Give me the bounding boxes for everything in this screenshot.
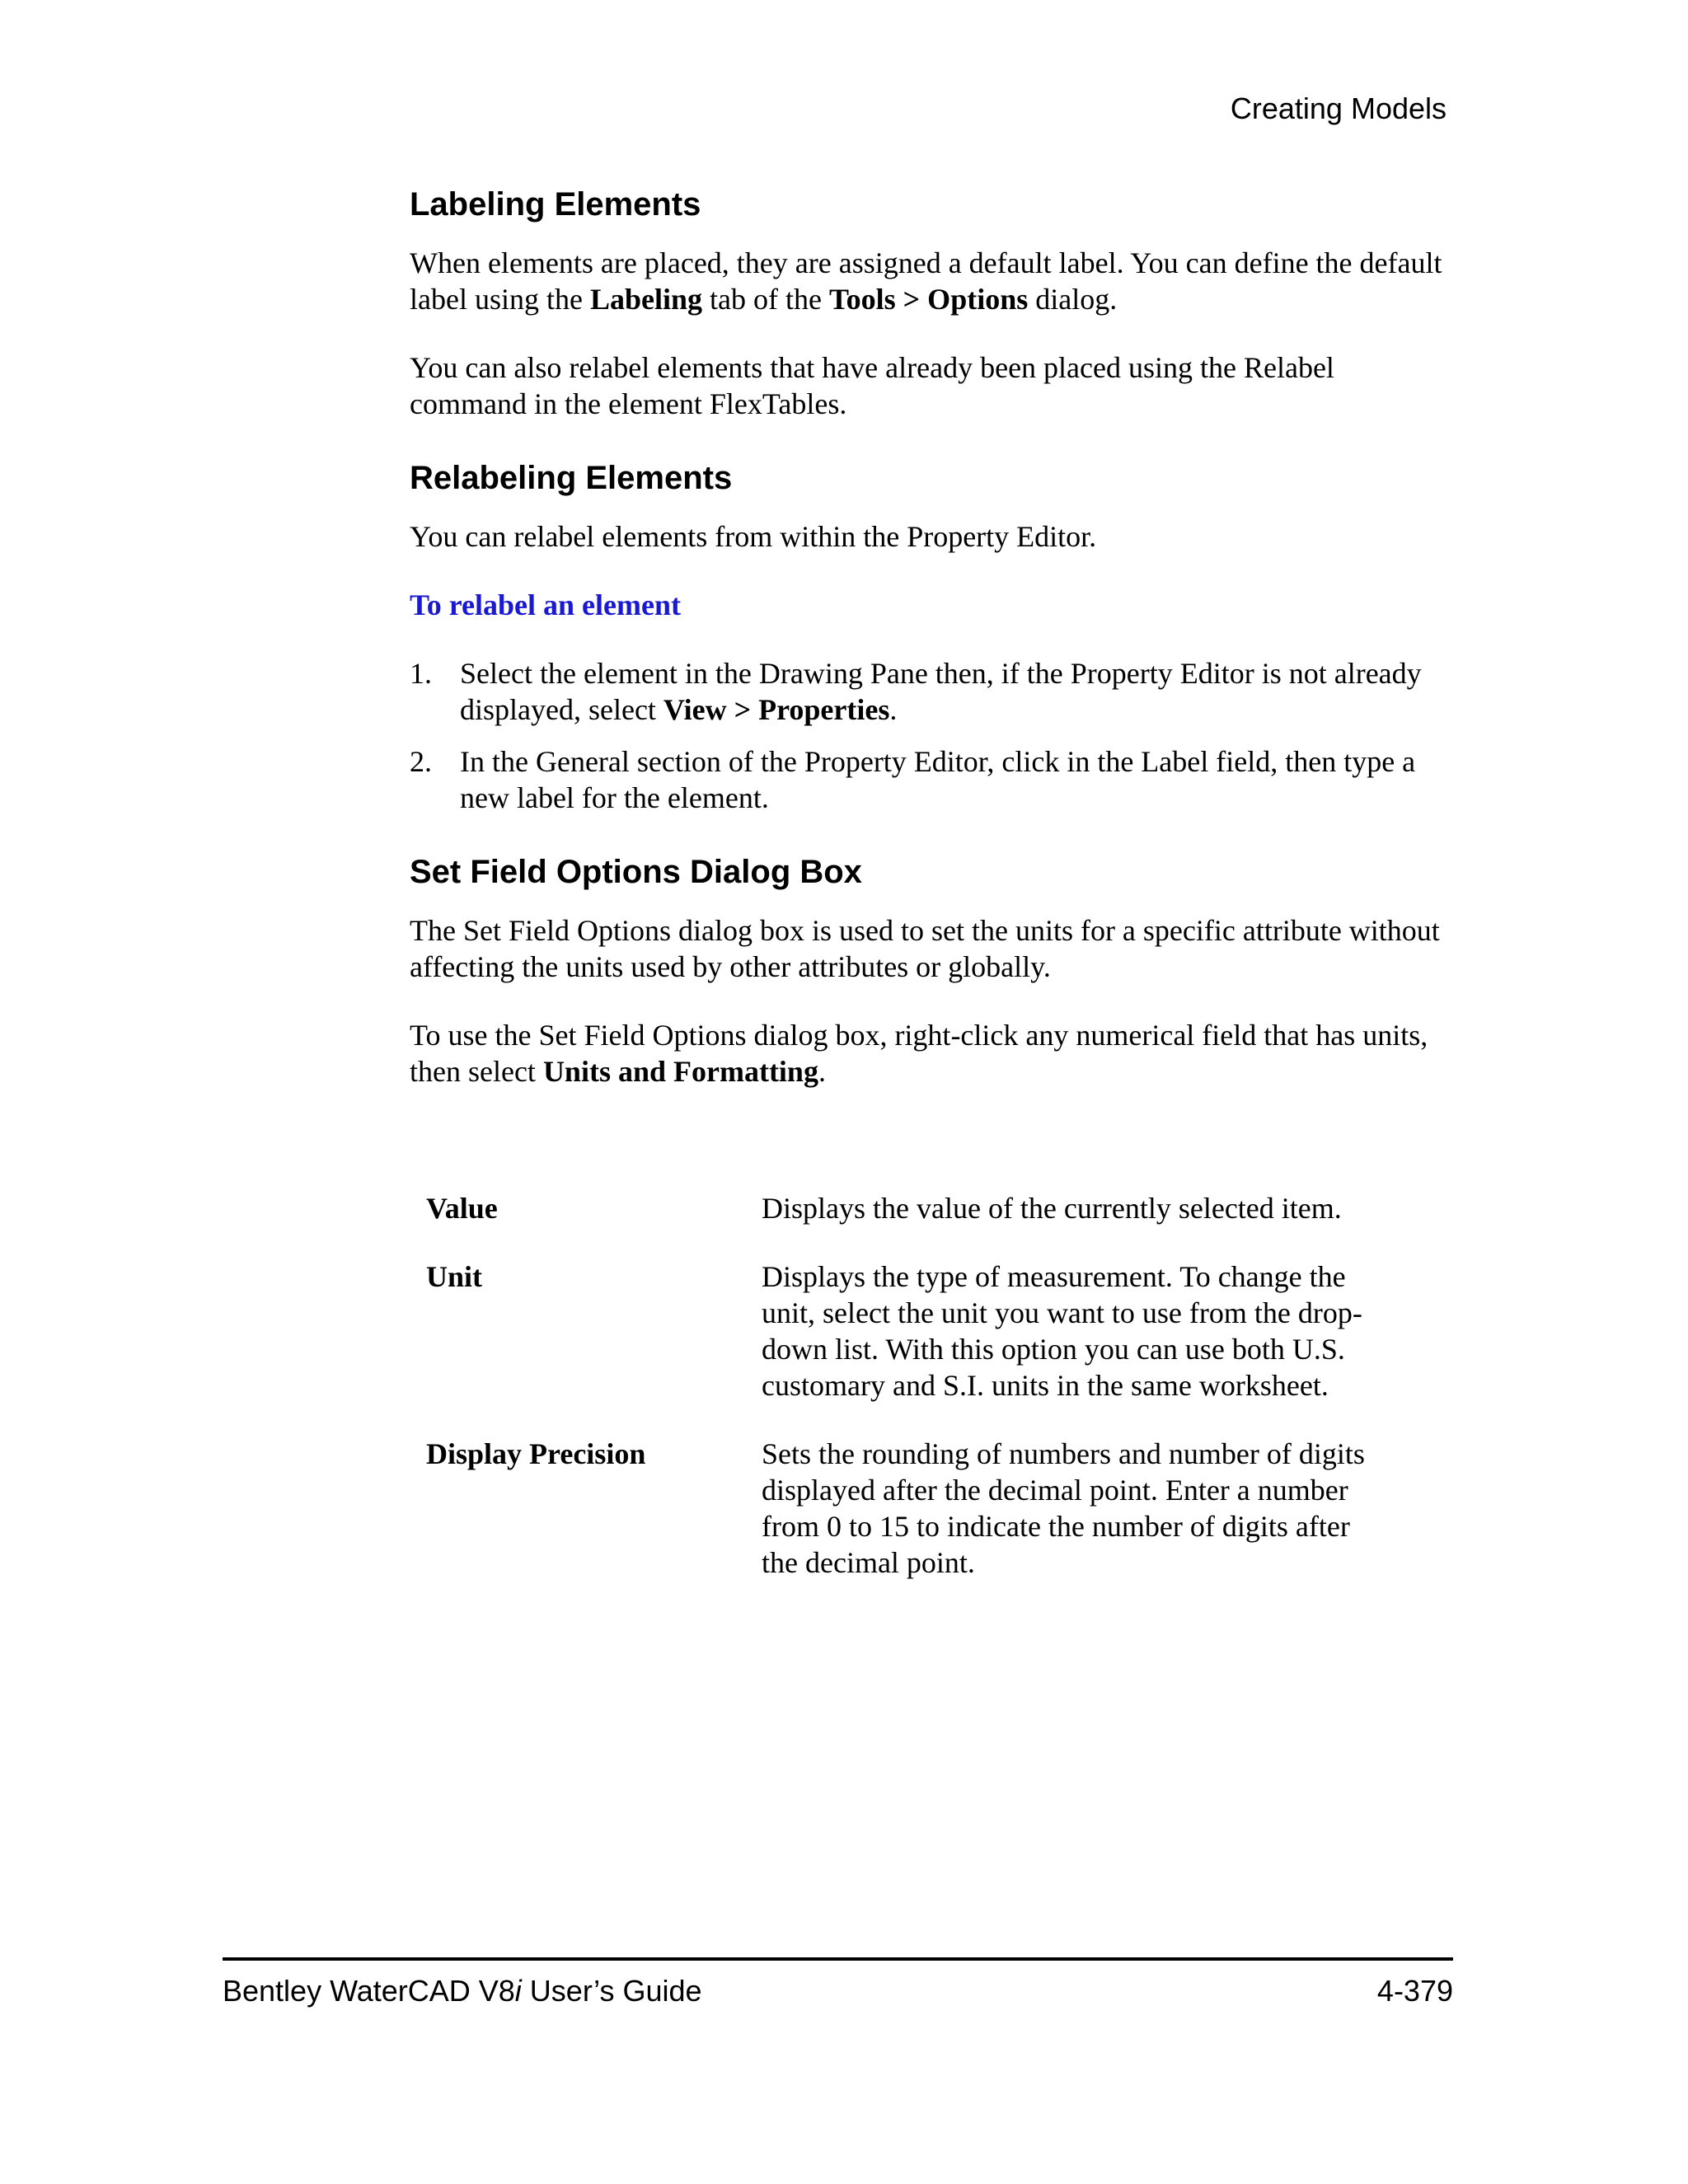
definition-row [426,1190,1388,1258]
definition-row [426,1258,1388,1436]
section-heading: Relabeling Elements [410,460,733,496]
text-run: To use the Set Field Options dialog box, right-click any numerical field that has units, then select [410,1019,1428,1088]
ui-term-labeling: Labeling [589,283,702,316]
text-run: tab of the [702,283,829,316]
procedure-title: To relabel an element [410,588,681,621]
page-content [410,183,1456,1613]
paragraph: You can also relabel elements that have already been placed using the Relabel command in the element FlexTables. [410,351,1334,420]
definition-description: Displays the value of the currently selected item. [762,1192,1342,1225]
paragraph: You can relabel elements from within the Property Editor. [410,520,1097,553]
definition-description: Displays the type of measurement. To change the unit, select the unit you want to use from the drop-down list. With this option you can use both U.S. customary and S.I. units in the same worksheet. [762,1260,1362,1402]
definition-term: Value [426,1192,498,1225]
paragraph [410,1017,1456,1090]
paragraph [410,245,1456,317]
text-run: When elements are placed, they are assigned a default label. You can define the default label using the [410,246,1442,316]
definitions-table [426,1190,1388,1613]
page-number: 4-379 [1376,1974,1453,2008]
text-run: . [818,1055,826,1088]
definition-term: Unit [426,1260,483,1293]
step-number: 2. [410,745,432,778]
definition-description: Sets the rounding of numbers and number of digits displayed after the decimal point. Enter a number from 0 to 15 to indicate the number of digits after the decimal point. [762,1437,1365,1579]
ui-term-tools-options: Tools > Options [828,283,1029,316]
running-header: Creating Models [1230,91,1447,125]
definition-row [426,1436,1388,1613]
text-run: Select the element in the Drawing Pane then, if the Property Editor is not already displayed, select [460,657,1422,726]
footer-rule [223,1957,1453,1961]
footer-title-italic: i [514,1974,522,2008]
paragraph: The Set Field Options dialog box is used to set the units for a specific attribute without affecting the units used by other attributes or globally. [410,914,1440,983]
section-labeling-elements [410,183,1456,422]
section-set-field-options [410,851,1456,1613]
step-number: 1. [410,657,432,690]
section-relabeling-elements [410,457,1456,816]
definition-term: Display Precision [426,1437,646,1470]
section-heading: Labeling Elements [410,186,701,223]
step-item [410,655,1456,728]
footer-title-text: Bentley WaterCAD V8 [223,1974,515,2008]
text-run: . [889,693,898,726]
footer-title [223,1971,702,2011]
ui-term-units-and-formatting: Units and Formatting [542,1055,818,1088]
text-run: dialog. [1028,283,1118,316]
section-heading: Set Field Options Dialog Box [410,854,862,890]
ui-term-view-properties: View > Properties [663,693,890,726]
step-item [410,743,1456,816]
text-run: In the General section of the Property Editor, click in the Label field, then type a new label for the element. [460,745,1416,814]
footer-title-text: User’s Guide [521,1974,702,2008]
procedure-steps [410,655,1456,816]
